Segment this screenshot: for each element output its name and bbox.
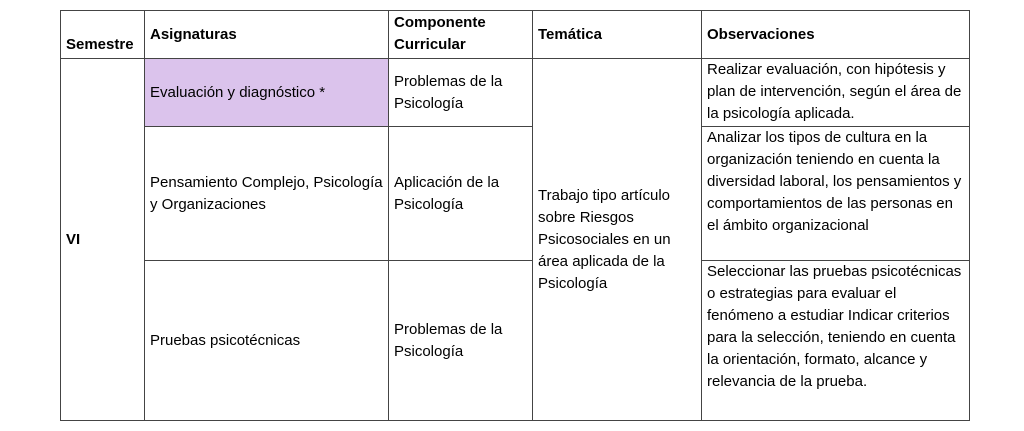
asignatura-cell: Evaluación y diagnóstico *: [145, 59, 389, 127]
header-observaciones: Observaciones: [702, 11, 970, 59]
header-componente-curricular: [389, 11, 533, 59]
componente-cell: Problemas de la Psicología: [389, 59, 533, 127]
header-componente-line1: Componente: [394, 14, 486, 31]
componente-cell: Aplicación de la Psicología: [389, 127, 533, 261]
observaciones-cell: Analizar los tipos de cultura en la organización teniendo en cuenta la diversidad laboral, los pensamientos y comportamientos de las personas en el ámbito organizacional: [702, 127, 970, 261]
componente-cell: Problemas de la Psicología: [389, 261, 533, 421]
header-row: [61, 11, 970, 59]
asignatura-cell: Pensamiento Complejo, Psicología y Organizaciones: [145, 127, 389, 261]
tematica-cell: Trabajo tipo artículo sobre Riesgos Psicosociales en un área aplicada de la Psicología: [533, 59, 702, 421]
header-componente-line2: Curricular: [394, 36, 466, 53]
header-semestre: Semestre: [61, 11, 145, 59]
observaciones-cell: Seleccionar las pruebas psicotécnicas o estrategias para evaluar el fenómeno a estudiar Indicar criterios para la selección, teniendo en cuenta la orientación, formato, alcance y relevancia de la prueba.: [702, 261, 970, 421]
curriculum-table: [60, 10, 970, 421]
header-tematica: Temática: [533, 11, 702, 59]
observaciones-cell: Realizar evaluación, con hipótesis y plan de intervención, según el área de la psicología aplicada.: [702, 59, 970, 127]
table-row: [61, 127, 970, 261]
header-asignaturas: Asignaturas: [145, 11, 389, 59]
asignatura-cell: Pruebas psicotécnicas: [145, 261, 389, 421]
table-row: [61, 59, 970, 127]
table-row: [61, 261, 970, 421]
semestre-cell: VI: [61, 59, 145, 421]
